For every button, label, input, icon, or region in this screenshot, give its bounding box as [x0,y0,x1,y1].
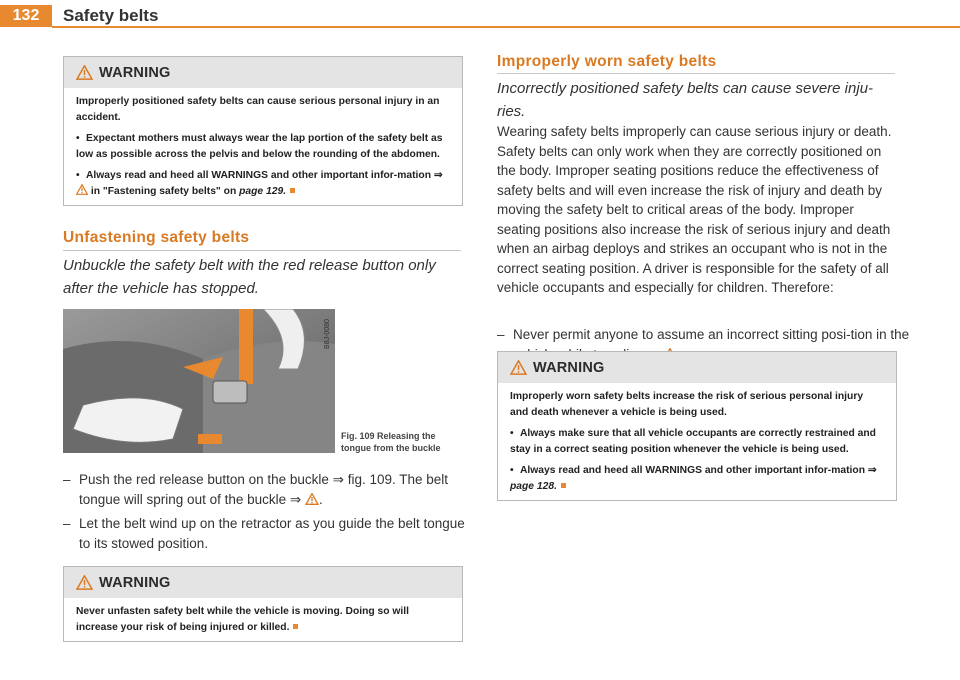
warning-text: Improperly positioned safety belts can cause serious personal injury in an accident. [76,96,440,123]
instruction-step: – Push the red release button on the buckle ⇒ fig. 109. The belt tongue will spring out of the buckle ⇒ . [63,472,449,507]
step-text: Never permit anyone to assume an incorrect sitting posi-tion in the [513,327,910,342]
warning-bullet: • Always make sure that all vehicle occupants are correctly restrained and stay in a correct seating position whenever the vehicle is being used. [510,428,876,455]
warning-body [498,383,896,500]
caption-line: tongue from the buckle [341,443,441,453]
page-link[interactable]: page 128. [510,480,557,492]
heading-rule [497,73,895,74]
page-link[interactable]: page 129. [239,185,287,197]
figure-caption [341,430,441,454]
warning-triangle-icon [76,575,93,590]
warning-title: WARNING [99,574,171,591]
heading-unfastening: Unfastening safety belts [63,229,250,246]
heading-improperly-worn: Improperly worn safety belts [497,53,717,70]
warning-text: Improperly worn safety belts increase the risk of serious personal injury and death whenever a vehicle is being used. [510,391,864,418]
header-rule [52,26,960,28]
warning-box-improper [497,351,897,501]
warning-bullet: • Always read and heed all WARNINGS and other important infor-mation ⇒ page 128. [510,465,877,492]
lead-text: Unbuckle the safety belt with the red release button only after the vehicle has stopped. [63,257,436,297]
warning-header [64,567,462,598]
heading-rule [63,250,461,251]
warning-box-unfasten [63,566,463,642]
warning-triangle-icon [76,65,93,80]
warning-header [64,57,462,88]
seat-belt-illustration [63,309,335,453]
warning-triangle-icon [305,493,319,505]
figure-code: B8J-0080 [324,319,331,349]
figure-releasing-tongue [63,309,335,453]
step-text: Let the belt wind up on the retractor as you guide the belt tongue to its stowed position. [79,516,465,551]
section-title: Safety belts [63,6,159,25]
end-of-section-icon [561,483,566,488]
warning-title: WARNING [533,359,605,376]
warning-bullet-text: Always read and heed all WARNINGS and other important infor-mation [86,170,431,181]
end-of-section-icon [293,624,298,629]
warning-triangle-icon [510,360,527,375]
warning-box-positioning [63,56,463,206]
cross-reference-text: in "Fastening safety belts" on [90,185,237,197]
warning-bullet-text: Always read and heed all WARNINGS and other important infor-mation ⇒ [520,465,877,476]
warning-header [498,352,896,383]
warning-title: WARNING [99,64,171,81]
instruction-step: – Let the belt wind up on the retractor as you guide the belt tongue to its stowed position. [63,516,465,551]
buckle [213,381,247,403]
page-number: 132 [0,5,52,27]
end-of-section-icon [290,188,295,193]
caption-line: Fig. 109 Releasing the [341,431,436,441]
warning-body [64,598,462,641]
warning-body [64,88,462,205]
belt-strap [239,309,253,384]
warning-bullet-text: Always make sure that all vehicle occupants are correctly restrained and stay in a correct seating position whenever the vehicle is being used. [510,428,876,455]
instruction-step: – Never permit anyone to assume an incorrect sitting posi-tion in the [497,325,913,364]
body-paragraph: Wearing safety belts improperly can cause serious injury or death. Safety belts can only work when they are correctly positioned on the body. Improper seating positions reduce the effectiveness of safety belts and will even increase the risk of injury and death by moving the safety belt to critical areas of the body. Improper seating positions also increase the risk of serious injury and death when an airbag deploys and strikes an occupant who is not in the correct seating position. A driver is responsible for the safety of all vehicle occupants and especially for children. Therefore: [497,124,892,295]
warning-text [76,604,450,635]
warning-triangle-icon [76,184,88,195]
warning-bullet-text: Expectant mothers must always wear the lap portion of the safety belt as low as possible across the pelvis and below the rounding of the abdomen. [76,133,443,160]
belt-tongue [198,434,222,444]
lead-text: Incorrectly positioned safety belts can cause severe inju-ries. [497,80,874,120]
warning-bullet: • Expectant mothers must always wear the lap portion of the safety belt as low as possible across the pelvis and below the rounding of the abdomen. [76,133,443,160]
warning-text-content: Never unfasten safety belt while the vehicle is moving. Doing so will increase your risk of being injured or killed. [76,606,410,633]
warning-bullet: • Always read and heed all WARNINGS and other important infor-mation ⇒ in "Fastening safety belts" on page 129. [76,170,443,197]
step-text: Push the red release button on the buckle ⇒ fig. 109. The belt tongue will spring out of the buckle ⇒ [79,472,449,507]
